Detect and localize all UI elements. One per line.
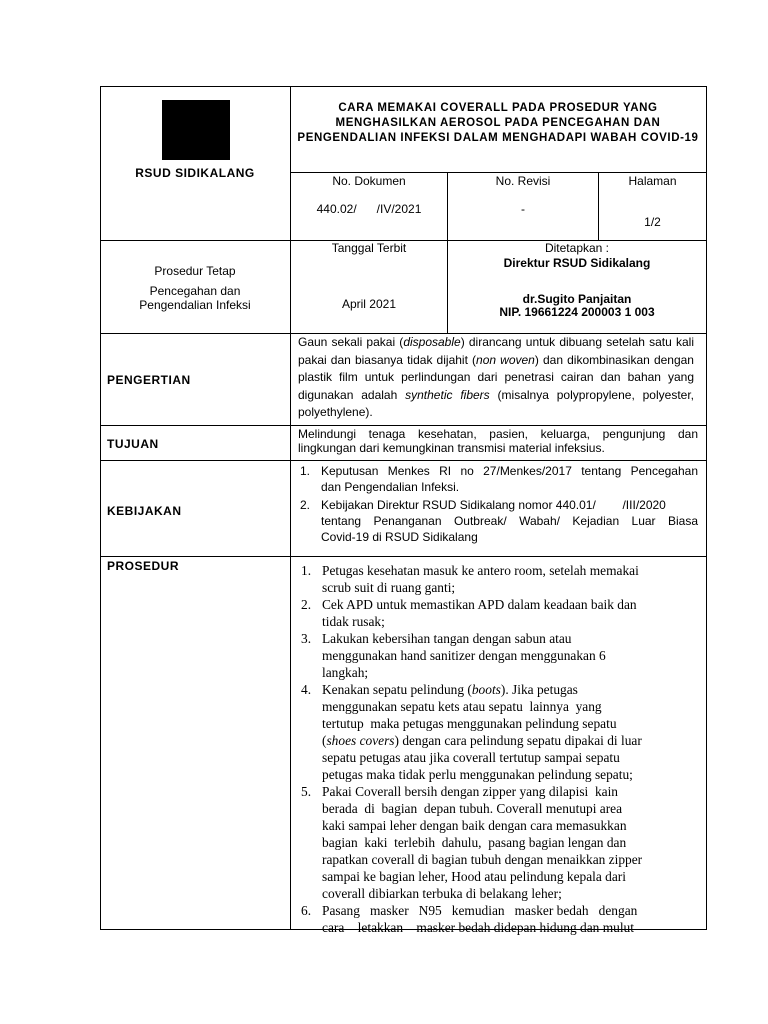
prosedur-step-line: menggunakan sepatu kets atau sepatu lainnya yang	[322, 699, 602, 714]
protap-line1: Prosedur Tetap	[154, 264, 236, 278]
prosedur-step-line: bagian kaki terlebih dahulu, pasang bagian lengan dan	[322, 835, 627, 850]
prosedur-step-line: langkah;	[322, 665, 369, 680]
no-dokumen-label: No. Dokumen	[332, 174, 406, 188]
tanggal-terbit-value: April 2021	[341, 297, 397, 311]
prosedur-step	[301, 630, 691, 681]
pengertian-part1: Gaun sekali pakai (	[298, 335, 404, 349]
prosedur-step-line: Pakai Coverall bersih dengan zipper yang dilapisi kain	[322, 784, 618, 799]
signer-name: dr.Sugito Panjaitan	[522, 292, 632, 306]
italic-term: shoes covers	[326, 733, 395, 748]
kebijakan-item-number: 2.	[300, 498, 311, 512]
pengertian-label: PENGERTIAN	[107, 373, 191, 387]
table-border-right	[706, 86, 707, 930]
kebijakan-item-number: 1.	[300, 464, 311, 478]
prosedur-step-line: scrub suit di ruang ganti;	[322, 580, 456, 595]
pengertian-part3: ) dan dikombinasikan dengan plastik film untuk perlindungan dari penetrasi cairan dan bahan yang digunakan adalah	[298, 352, 694, 402]
tanggal-terbit-label: Tanggal Terbit	[331, 241, 407, 255]
no-revisi-label: No. Revisi	[495, 174, 551, 188]
kebijakan-item-line: tentang Penanganan Outbreak/ Wabah/ Kejadian Luar Biasa	[321, 514, 698, 528]
prosedur-step-number: 2.	[301, 597, 312, 612]
prosedur-step	[301, 596, 691, 630]
signer-nip: NIP. 19661224 200003 1 003	[499, 305, 655, 319]
row-divider	[100, 425, 707, 426]
prosedur-step-line: sampai ke bagian leher, Hood atau pelindung kepala dari	[322, 869, 626, 884]
pengertian-part4: (misalnya polypropylene, polyester, polyethylene).	[298, 387, 694, 419]
prosedur-step-line: Kenakan sepatu pelindung (boots). Jika petugas	[322, 682, 578, 697]
italic-term: boots	[471, 682, 501, 697]
prosedur-step-line: tertutup maka petugas menggunakan pelindung sepatu	[322, 716, 617, 731]
prosedur-step-line: menggunakan hand sanitizer dengan menggunakan 6	[322, 648, 606, 663]
prosedur-step-line: coverall dibiarkan terbuka di belakang leher;	[322, 886, 562, 901]
pengertian-italic1: disposable	[403, 335, 461, 349]
prosedur-step-number: 5.	[301, 784, 312, 799]
prosedur-step-line: sepatu petugas atau jika coverall tertutup sampai sepatu	[322, 750, 620, 765]
pengertian-text	[298, 334, 694, 422]
prosedur-step	[301, 562, 691, 596]
prosedur-step-line: tidak rusak;	[322, 614, 385, 629]
kebijakan-item-line: Keputusan Menkes RI no 27/Menkes/2017 tentang Pencegahan	[321, 464, 698, 478]
tujuan-text: Melindungi tenaga kesehatan, pasien, keluarga, pengunjung dan lingkungan dari kemungkinan transmisi material infeksius.	[298, 427, 698, 455]
prosedur-step-number: 3.	[301, 631, 312, 646]
prosedur-step	[301, 902, 691, 936]
prosedur-step-line: rapatkan coverall di bagian tubuh dengan menaikkan zipper	[322, 852, 643, 867]
kebijakan-label: KEBIJAKAN	[107, 504, 182, 518]
row-divider	[100, 556, 707, 557]
prosedur-step-line: petugas maka tidak perlu menggunakan pelindung sepatu;	[322, 767, 633, 782]
table-border-left	[100, 86, 101, 930]
prosedur-step-number: 6.	[301, 903, 312, 918]
kebijakan-item	[300, 497, 698, 545]
hospital-logo	[162, 100, 230, 160]
prosedur-label: PROSEDUR	[107, 559, 180, 573]
prosedur-step	[301, 681, 691, 783]
prosedur-step-line: Lakukan kebersihan tangan dengan sabun atau	[322, 631, 572, 646]
tujuan-label: TUJUAN	[107, 437, 159, 451]
table-border-top	[100, 86, 707, 87]
pengertian-part2: ) dirancang untuk dibuang setelah satu kali pakai dan biasanya tidak dijahit (	[298, 335, 694, 367]
protap-line3: Pengendalian Infeksi	[139, 298, 251, 312]
halaman-value: 1/2	[644, 215, 661, 229]
document-title: CARA MEMAKAI COVERALL PADA PROSEDUR YANG MENGHASILKAN AEROSOL PADA PENCEGAHAN DAN PENGENDALIAN INFEKSI DALAM MENGHADAPI WABAH COVID-19	[297, 102, 699, 144]
prosedur-step-line: Petugas kesehatan masuk ke antero room, setelah memakai	[322, 563, 639, 578]
kebijakan-item-line: Kebijakan Direktur RSUD Sidikalang nomor 440.01/ /III/2020	[321, 498, 666, 512]
prosedur-step-line: (shoes covers) dengan cara pelindung sepatu dipakai di luar	[322, 733, 642, 748]
prosedur-step-line: cara letakkan masker bedah didepan hidung dan mulut	[322, 920, 634, 935]
no-dokumen-value: 440.02/ /IV/2021	[316, 202, 422, 216]
kebijakan-item-line: Covid-19 di RSUD Sidikalang	[321, 530, 478, 544]
prosedur-step-line: Pasang masker N95 kemudian masker bedah dengan	[322, 903, 638, 918]
prosedur-step-number: 1.	[301, 563, 312, 578]
protap-line2: Pencegahan dan	[149, 284, 241, 298]
no-revisi-value: -	[521, 202, 525, 216]
prosedur-step	[301, 783, 691, 902]
hospital-name: RSUD SIDIKALANG	[135, 166, 255, 180]
ditetapkan-label: Ditetapkan :	[544, 241, 610, 255]
ditetapkan-by: Direktur RSUD Sidikalang	[503, 256, 651, 270]
row-divider	[100, 460, 707, 461]
prosedur-step-line: Cek APD untuk memastikan APD dalam keadaan baik dan	[322, 597, 637, 612]
halaman-label: Halaman	[628, 174, 677, 188]
pengertian-italic2: non woven	[476, 352, 535, 367]
prosedur-step-line: kaki sampai leher dengan baik dengan cara memasukkan	[322, 818, 627, 833]
pengertian-italic3: synthetic fibers	[405, 387, 490, 402]
prosedur-list	[301, 562, 691, 936]
kebijakan-item-line: dan Pengendalian Infeksi.	[321, 480, 460, 494]
prosedur-step-number: 4.	[301, 682, 312, 697]
kebijakan-list	[300, 463, 698, 545]
prosedur-step-line: berada di bagian depan tubuh. Coverall menutupi area	[322, 801, 623, 816]
kebijakan-item	[300, 463, 698, 495]
row-divider	[290, 172, 706, 173]
